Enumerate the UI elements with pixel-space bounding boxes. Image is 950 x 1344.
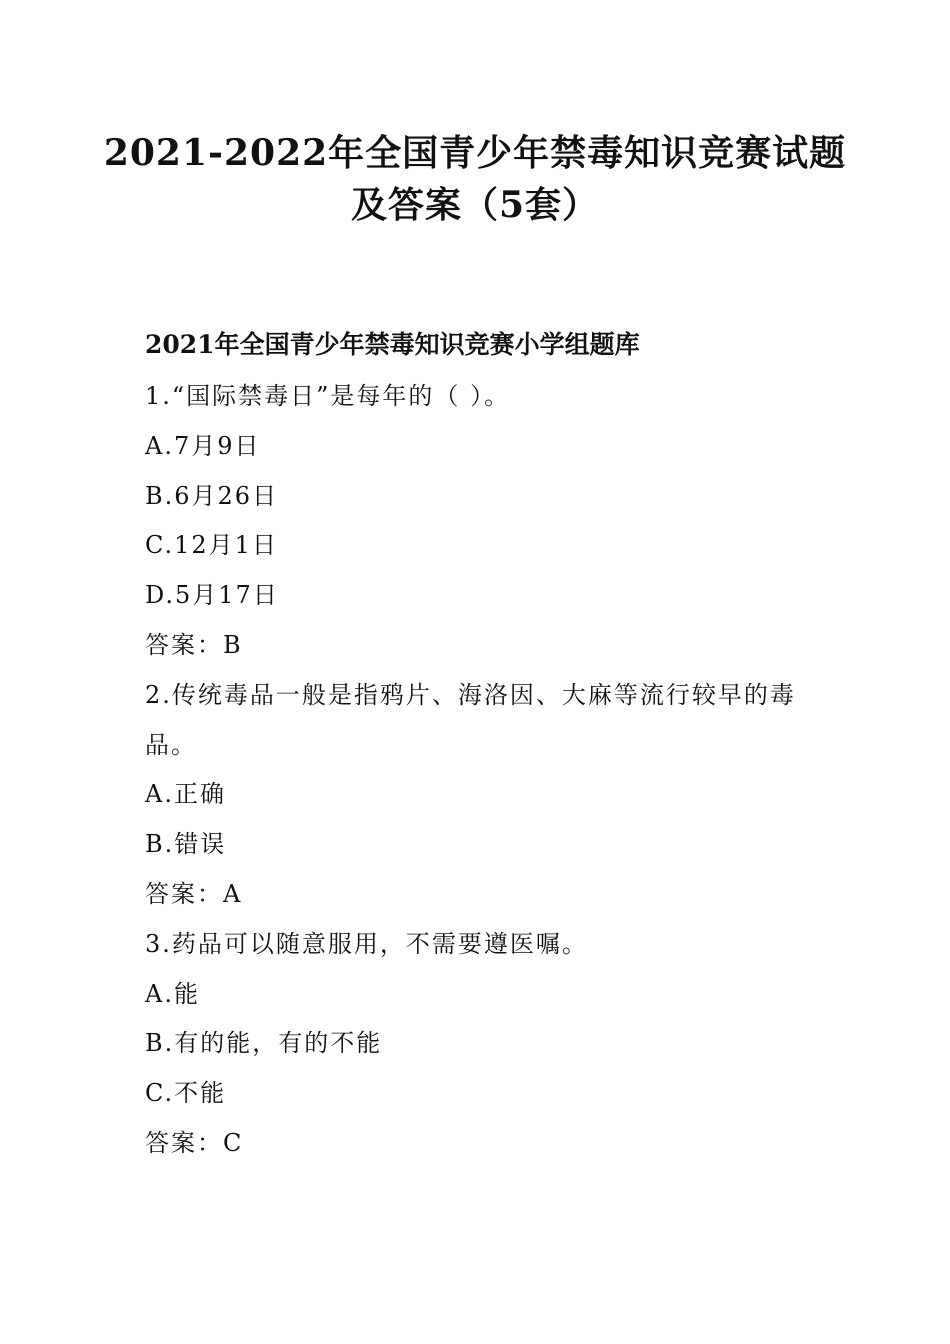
question-2-answer: 答案：A	[145, 879, 243, 908]
question-3-answer: 答案：C	[145, 1128, 244, 1157]
question-1-text: 1.“国际禁毒日”是每年的（ ）。	[145, 382, 511, 410]
question-2-text: 2.传统毒品一般是指鸦片、海洛因、大麻等流行较早的毒	[145, 680, 796, 709]
question-list	[145, 376, 805, 1173]
document-title-line-2: 及答案（5套）	[350, 184, 600, 226]
question-2-option-b: B.错误	[145, 830, 227, 859]
question-1-option-a: A.7月9日	[145, 431, 261, 460]
question-3-option-c: C.不能	[145, 1079, 227, 1108]
question-2-option-a: A.正确	[145, 780, 226, 809]
question-3-option-a: A.能	[145, 979, 200, 1008]
question-3-text: 3.药品可以随意服用，不需要遵医嘱。	[145, 929, 588, 958]
question-1-option-d: D.5月17日	[145, 581, 279, 610]
question-1-option-c: C.12月1日	[145, 531, 278, 560]
question-1-answer: 答案：B	[145, 630, 243, 659]
question-1-option-b: B.6月26日	[145, 481, 279, 510]
document-title-line-1: 2021-2022年全国青少年禁毒知识竞赛试题	[103, 132, 847, 174]
section-heading: 2021年全国青少年禁毒知识竞赛小学组题库	[145, 330, 640, 359]
question-3-option-b: B.有的能，有的不能	[145, 1029, 383, 1058]
question-2-text-continued: 品。	[145, 730, 197, 759]
